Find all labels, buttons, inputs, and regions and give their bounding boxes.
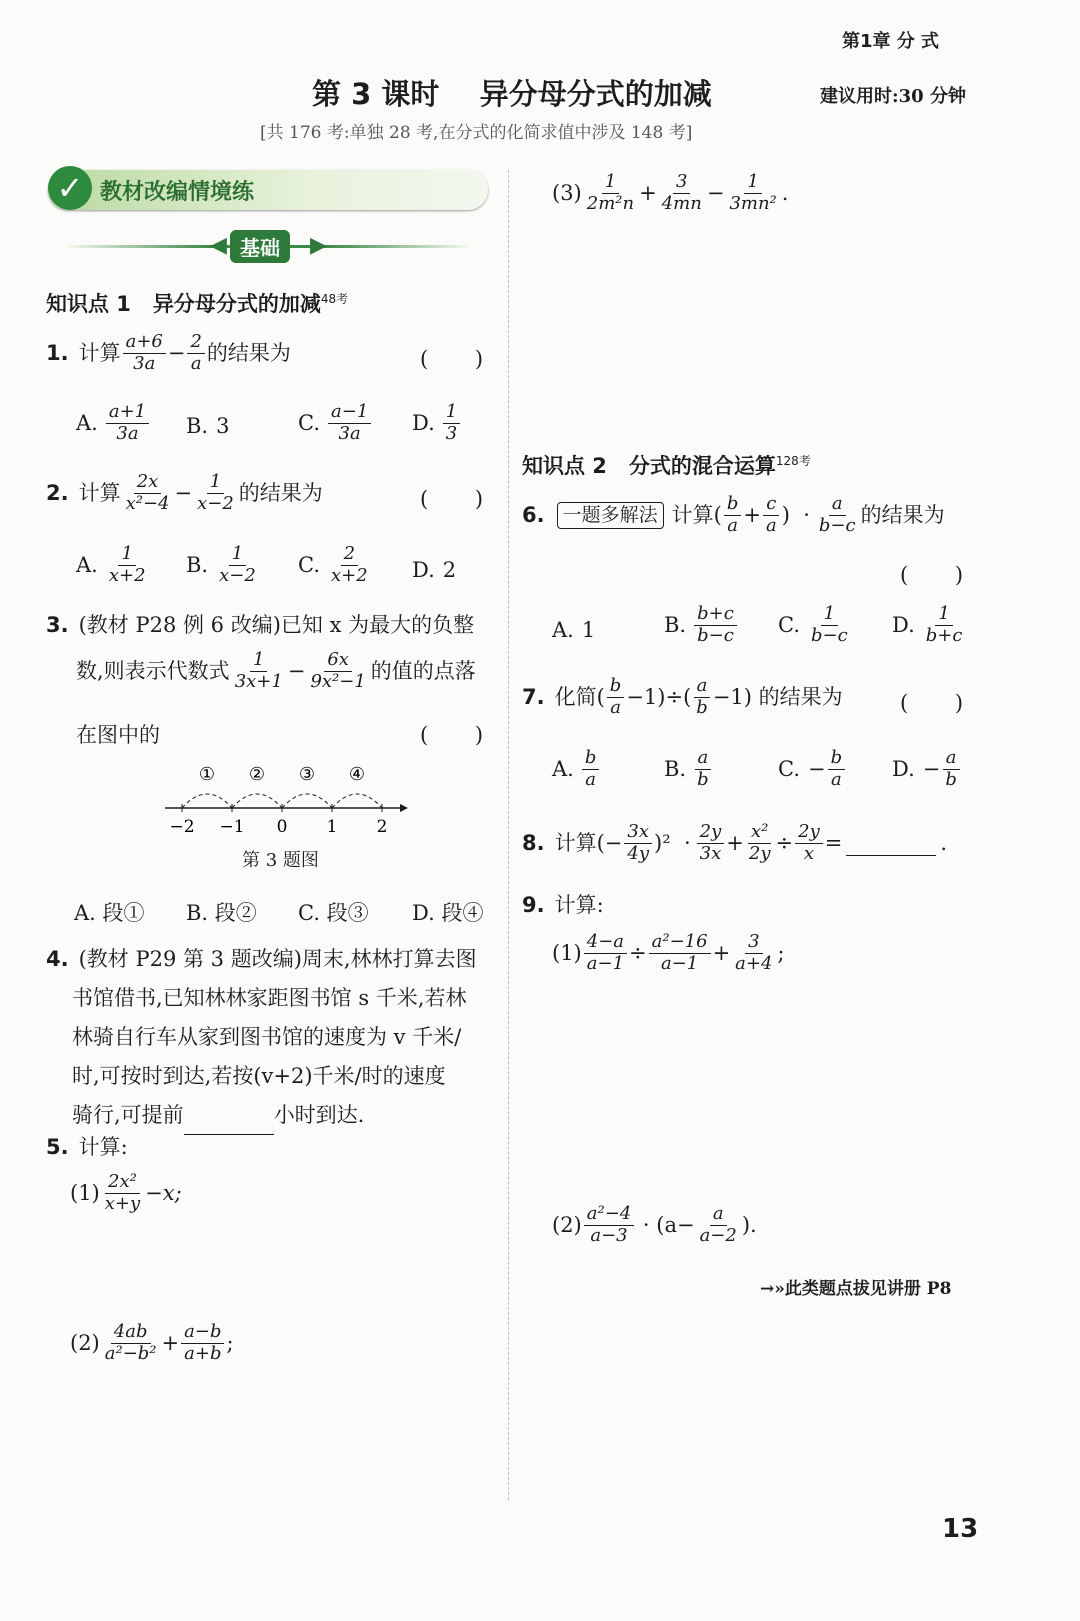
kp2-count: 128考 bbox=[775, 454, 811, 468]
question-3-line1: 3. (教材 P28 例 6 改编)已知 x 为最大的负整 bbox=[46, 613, 475, 637]
q6-option-a[interactable]: A. 1 bbox=[552, 618, 596, 642]
answer-paren-7[interactable]: ( ) bbox=[900, 691, 964, 715]
question-4: 4. (教材 P29 第 3 题改编)周末,林林打算去图 书馆借书,已知林林家距图书馆 s 千米,若林 林骑自行车从家到图书馆的速度为 v 千米/ 时,可按时到达,若按(v+2)千米/时的速度 骑行,可提前 小时到达. bbox=[46, 940, 477, 1135]
answer-paren-3[interactable]: ( ) bbox=[420, 723, 484, 747]
question-9: 9. 计算: bbox=[522, 893, 604, 917]
q6-option-b[interactable]: B. $\frac{b+c}{b-c}$ bbox=[664, 604, 739, 646]
q9-part-2: (2) $\frac{\text{a²−4}}{a-3}$ · (a− $\frac{a}{a-2}$ ). bbox=[552, 1203, 757, 1246]
q7-option-a[interactable]: A. $\frac{b}{a}$ bbox=[552, 748, 601, 790]
q1-option-b[interactable]: B. 3 bbox=[186, 414, 230, 438]
q1-option-d[interactable]: D. $\frac{1}{3}$ bbox=[412, 402, 462, 444]
q2-option-c[interactable]: C. $\frac{2}{x+2}$ bbox=[298, 543, 368, 586]
kp1-count: 48考 bbox=[320, 292, 349, 306]
segment-arc-3 bbox=[282, 794, 332, 808]
page-number: 13 bbox=[942, 1514, 979, 1544]
section-banner bbox=[48, 170, 488, 210]
segment-arc-4 bbox=[332, 794, 382, 808]
level-arrow-left-icon: ◀ bbox=[210, 233, 227, 258]
banner-title: 教材改编情境练 bbox=[100, 180, 255, 205]
tick-label-2: 2 bbox=[376, 817, 388, 837]
q5-part-3: (3) $\frac{1}{\text{2m²n}}$ + $\frac{3}{4mn}$ − $\frac{1}{\text{3mn²}}$ . bbox=[552, 171, 789, 214]
question-1: 1. 计算 $\frac{a+6}{3a}$ − $\frac{2}{a}$ 的结果为 bbox=[46, 331, 291, 374]
tick-label-neg1: −1 bbox=[219, 817, 245, 837]
q2-option-a[interactable]: A. $\frac{1}{x+2}$ bbox=[76, 543, 146, 586]
tick-label-1: 1 bbox=[326, 817, 338, 837]
q3-option-c[interactable]: C. 段③ bbox=[298, 901, 369, 925]
answer-paren-6[interactable]: ( ) bbox=[900, 563, 964, 587]
multi-solution-badge: 一题多解法 bbox=[557, 502, 664, 529]
figure-caption: 第 3 题图 bbox=[242, 850, 319, 871]
segment-label-1: ① bbox=[198, 764, 216, 785]
answer-blank-8[interactable] bbox=[846, 831, 936, 856]
level-arrow-right-icon: ▶ bbox=[310, 233, 327, 258]
lecture-book-link[interactable]: →»此类题点拔见讲册 P8 bbox=[760, 1279, 952, 1299]
column-divider bbox=[508, 170, 509, 1500]
q2-option-b[interactable]: B. $\frac{1}{x-2}$ bbox=[186, 543, 256, 586]
time-hint: 建议用时:30 分钟 bbox=[820, 86, 966, 107]
segment-label-3: ③ bbox=[298, 764, 316, 785]
question-3-line2: 数,则表示代数式 $\frac{1}{3x+1}$ − $\frac{6x}{\text{9x²−1}}$ 的值的点落 bbox=[76, 649, 476, 692]
q1-option-c[interactable]: C. $\frac{a-1}{3a}$ bbox=[298, 402, 373, 444]
number-line-arrow bbox=[400, 804, 408, 812]
q6-option-d[interactable]: D. $\frac{1}{b+c}$ bbox=[892, 603, 963, 646]
tick-label-0: 0 bbox=[276, 817, 288, 837]
q3-option-a[interactable]: A. 段① bbox=[74, 901, 145, 925]
checkmark-icon: ✓ bbox=[48, 166, 92, 210]
question-3-line3: 在图中的 bbox=[76, 723, 160, 747]
exam-stats: [共 176 考:单独 28 考,在分式的化简求值中涉及 148 考] bbox=[260, 123, 693, 143]
q3-option-d[interactable]: D. 段④ bbox=[412, 901, 484, 925]
question-6: 6. 一题多解法 计算( $\frac{b}{a}$ + $\frac{c}{a}$ ) · $\frac{a}{b-c}$ 的结果为 bbox=[522, 493, 945, 536]
question-7: 7. 化简( $\frac{b}{a}$ −1)÷( $\frac{a}{b}$ −1) 的结果为 bbox=[522, 675, 843, 718]
segment-label-4: ④ bbox=[348, 764, 366, 785]
q7-option-b[interactable]: B. $\frac{a}{b}$ bbox=[664, 748, 714, 790]
q1-option-a[interactable]: A. $\frac{a+1}{3a}$ bbox=[76, 402, 151, 444]
q7-option-d[interactable]: D. − $\frac{a}{b}$ bbox=[892, 748, 962, 790]
level-badge: 基础 bbox=[230, 230, 290, 263]
answer-blank-4[interactable] bbox=[184, 1110, 274, 1135]
number-line-figure bbox=[160, 760, 420, 840]
answer-paren-2[interactable]: ( ) bbox=[420, 487, 484, 511]
knowledge-point-1: 知识点 1 异分母分式的加减$^{48考}$ bbox=[46, 292, 349, 316]
segment-label-2: ② bbox=[248, 764, 266, 785]
tick-label-neg2: −2 bbox=[169, 817, 195, 837]
level-divider bbox=[68, 232, 468, 260]
q2-option-d[interactable]: D. 2 bbox=[412, 558, 457, 582]
q3-option-b[interactable]: B. 段② bbox=[186, 901, 257, 925]
question-2: 2. 计算 $\frac{2x}{\text{x²−4}}$ − $\frac{1}{x-2}$ 的结果为 bbox=[46, 471, 323, 514]
chapter-label: 第1章 分 式 bbox=[842, 31, 940, 52]
question-8: 8. 计算(− $\frac{3x}{4y}$ )² · $\frac{2y}{3x}$ + $\frac{\text{x²}}{2y}$ ÷ $\frac{2y}{x}$ = . bbox=[522, 821, 948, 864]
q7-option-c[interactable]: C. − $\frac{b}{a}$ bbox=[778, 748, 847, 790]
q6-option-c[interactable]: C. $\frac{1}{b-c}$ bbox=[778, 603, 848, 646]
knowledge-point-2: 知识点 2 分式的混合运算$^{128考}$ bbox=[522, 454, 811, 478]
q9-part-1: (1) $\frac{4-a}{a-1}$ ÷ $\frac{\text{a²−16}}{a-1}$ + $\frac{3}{a+4}$ ; bbox=[552, 931, 785, 974]
q5-part-2: (2) $\frac{4ab}{\text{a²−b²}}$ + $\frac{a-b}{a+b}$ ; bbox=[70, 1321, 234, 1364]
answer-paren-1[interactable]: ( ) bbox=[420, 347, 484, 371]
segment-arc-1 bbox=[182, 794, 232, 808]
question-5: 5. 计算: bbox=[46, 1135, 128, 1159]
lesson-title: 第 3 课时 异分母分式的加减 bbox=[312, 77, 712, 111]
q5-part-1: (1) $\frac{\text{2x²}}{x+y}$ −x; bbox=[70, 1171, 182, 1214]
segment-arc-2 bbox=[232, 794, 282, 808]
